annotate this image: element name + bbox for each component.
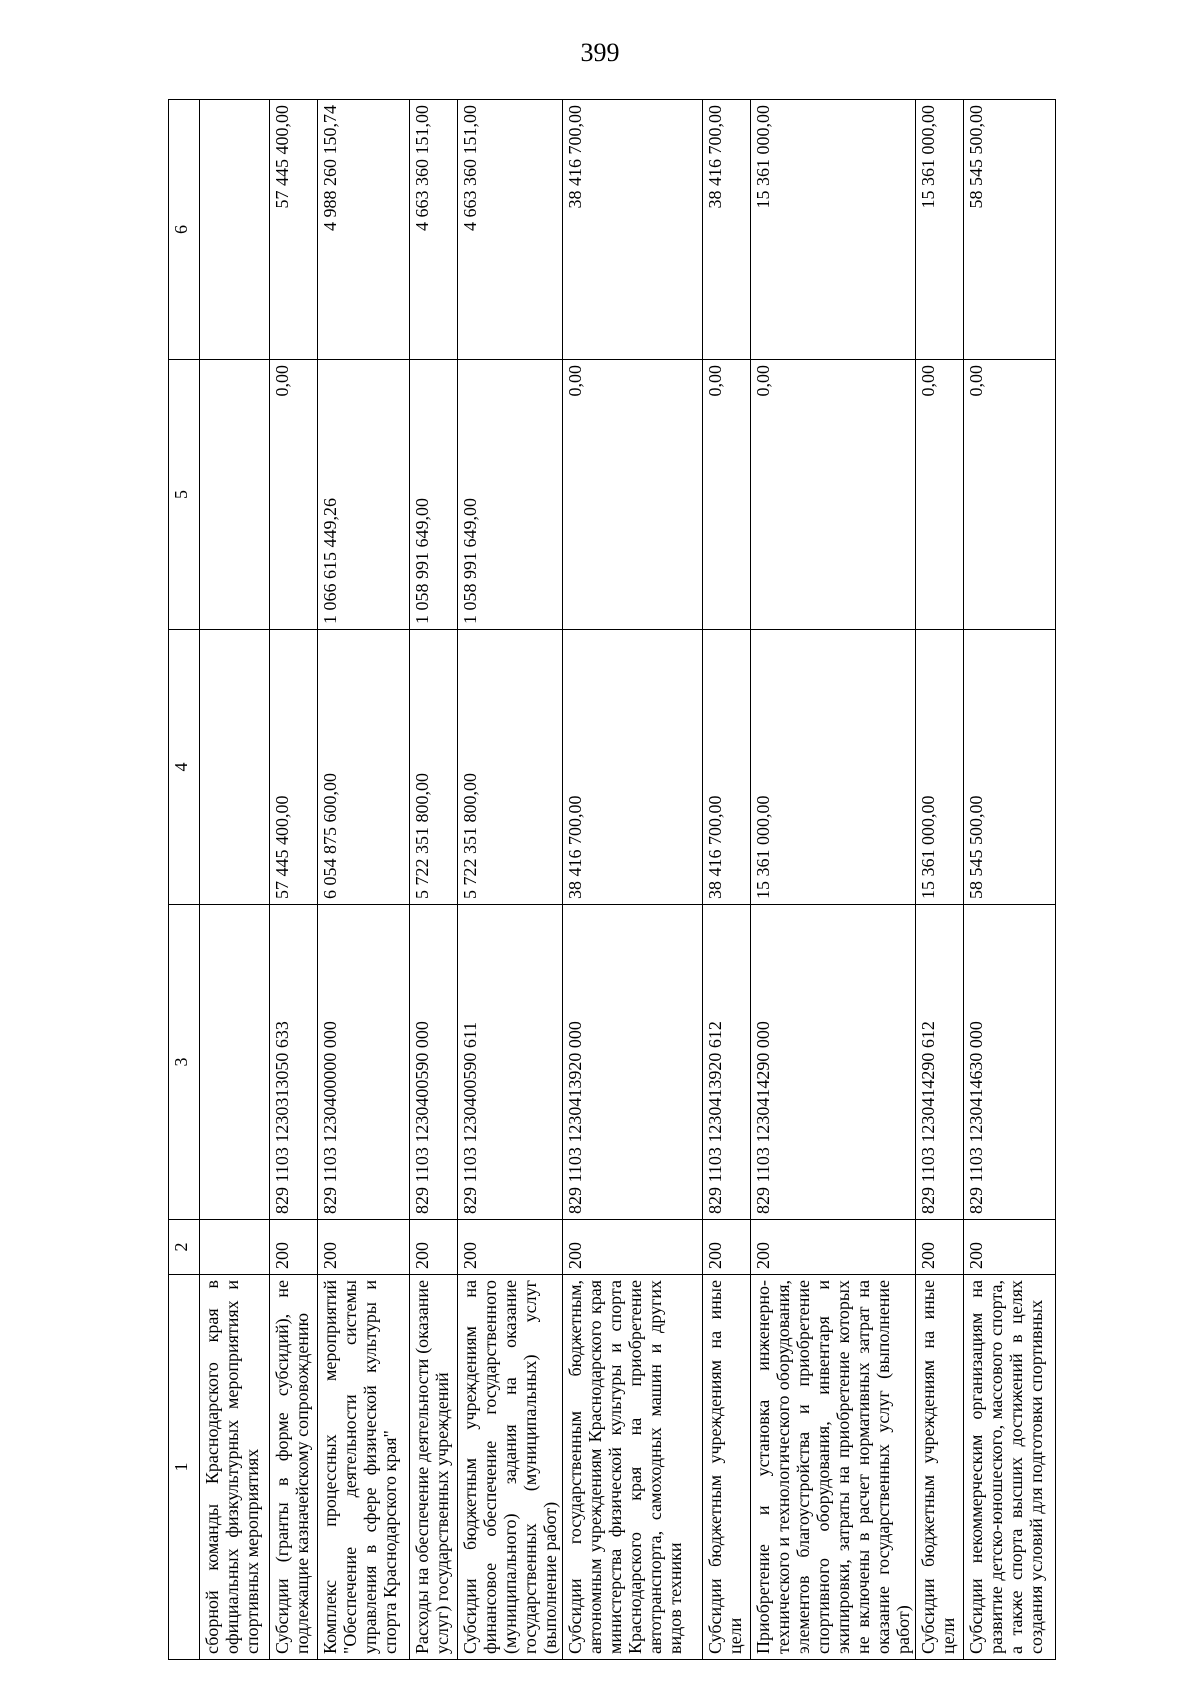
row-code: 200 — [964, 1220, 1056, 1275]
row-name: Субсидии бюджетным учреждениям на иные цели — [703, 1275, 751, 1660]
row-col4: 38 416 700,00 — [563, 630, 703, 905]
table-row — [318, 100, 410, 1660]
row-code: 200 — [318, 1220, 410, 1275]
row-col4: 15 361 000,00 — [751, 630, 916, 905]
table-row — [964, 100, 1056, 1660]
page-number: 399 — [580, 38, 620, 67]
row-col5: 0,00 — [563, 360, 703, 630]
row-col5: 0,00 — [964, 360, 1056, 630]
row-col4: 38 416 700,00 — [703, 630, 751, 905]
table-row — [563, 100, 703, 1660]
header-cell: 6 — [169, 100, 200, 360]
row-kbk: 829 1103 1230400590 000 — [410, 905, 458, 1220]
row-col6: 57 445 400,00 — [270, 100, 318, 360]
row-col5: 1 066 615 449,26 — [318, 360, 410, 630]
table-row — [751, 100, 916, 1660]
table-row — [270, 100, 318, 1660]
row-code: 200 — [751, 1220, 916, 1275]
row-col6: 4 988 260 150,74 — [318, 100, 410, 360]
row-col5: 0,00 — [751, 360, 916, 630]
row-code: 200 — [563, 1220, 703, 1275]
table-row — [410, 100, 458, 1660]
row-kbk: 829 1103 1230414290 000 — [751, 905, 916, 1220]
row-col4: 5 722 351 800,00 — [458, 630, 563, 905]
row-code: 200 — [270, 1220, 318, 1275]
header-cell: 4 — [169, 630, 200, 905]
row-kbk — [200, 905, 270, 1220]
header-cell: 1 — [169, 1275, 200, 1660]
row-name: Субсидии государственным бюджетным, автономным учреждениям Краснодарского края министерства физической культуры и спорта Краснодарского края на приобретение автотранспорта, самоходных машин и других видов техники — [563, 1275, 703, 1660]
row-kbk: 829 1103 1230413920 000 — [563, 905, 703, 1220]
row-col5: 0,00 — [703, 360, 751, 630]
row-name: Субсидии (гранты в форме субсидий), не подлежащие казначейскому сопровождению — [270, 1275, 318, 1660]
row-code: 200 — [916, 1220, 964, 1275]
table-row — [703, 100, 751, 1660]
row-col4: 5 722 351 800,00 — [410, 630, 458, 905]
header-cell: 3 — [169, 905, 200, 1220]
row-code: 200 — [410, 1220, 458, 1275]
row-col6 — [200, 100, 270, 360]
row-col6: 15 361 000,00 — [751, 100, 916, 360]
table-header-row — [169, 100, 200, 1660]
row-name: Приобретение и установка инженерно-технического и технологического оборудования, элементов благоустройства и приобретение спортивного оборудования, инвентаря и экипировки, затраты на приобретение которых не включены в расчет нормативных затрат на оказание государственных услуг (выполнение работ) — [751, 1275, 916, 1660]
row-code: 200 — [703, 1220, 751, 1275]
row-col6: 38 416 700,00 — [563, 100, 703, 360]
row-col5: 0,00 — [916, 360, 964, 630]
row-col5: 1 058 991 649,00 — [410, 360, 458, 630]
row-col6: 58 545 500,00 — [964, 100, 1056, 360]
row-col6: 4 663 360 151,00 — [458, 100, 563, 360]
table-row — [200, 100, 270, 1660]
row-col6: 4 663 360 151,00 — [410, 100, 458, 360]
row-code: 200 — [458, 1220, 563, 1275]
row-col6: 38 416 700,00 — [703, 100, 751, 360]
row-col5: 1 058 991 649,00 — [458, 360, 563, 630]
row-col6: 15 361 000,00 — [916, 100, 964, 360]
row-kbk: 829 1103 1230400000 000 — [318, 905, 410, 1220]
row-col4: 58 545 500,00 — [964, 630, 1056, 905]
row-col4: 15 361 000,00 — [916, 630, 964, 905]
rotated-table-container — [168, 100, 1068, 1660]
budget-table — [168, 99, 1056, 1660]
header-cell: 2 — [169, 1220, 200, 1275]
row-col4: 6 054 875 600,00 — [318, 630, 410, 905]
row-name: Субсидии некоммерческим организациям на развитие детско-юношеского, массового спорта, а также спорта высших достижений в целях создания условий для подготовки спортивных — [964, 1275, 1056, 1660]
header-cell: 5 — [169, 360, 200, 630]
row-col5: 0,00 — [270, 360, 318, 630]
table-row — [458, 100, 563, 1660]
row-code — [200, 1220, 270, 1275]
row-kbk: 829 1103 1230414630 000 — [964, 905, 1056, 1220]
row-name: Субсидии бюджетным учреждениям на иные цели — [916, 1275, 964, 1660]
row-name: Комплекс процессных мероприятий "Обеспечение деятельности системы управления в сфере физической культуры и спорта Краснодарского края" — [318, 1275, 410, 1660]
row-col4 — [200, 630, 270, 905]
row-kbk: 829 1103 1230414290 612 — [916, 905, 964, 1220]
row-col4: 57 445 400,00 — [270, 630, 318, 905]
row-name: Субсидии бюджетным учреждениям на финансовое обеспечение государственного (муниципального) задания на оказание государственных (муниципальных) услуг (выполнение работ) — [458, 1275, 563, 1660]
row-kbk: 829 1103 1230400590 611 — [458, 905, 563, 1220]
row-name: Расходы на обеспечение деятельности (оказание услуг) государственных учреждений — [410, 1275, 458, 1660]
row-kbk: 829 1103 1230413920 612 — [703, 905, 751, 1220]
table-row — [916, 100, 964, 1660]
row-kbk: 829 1103 1230313050 633 — [270, 905, 318, 1220]
row-name: сборной команды Краснодарского края в официальных физкультурных мероприятиях и спортивных мероприятиях — [200, 1275, 270, 1660]
row-col5 — [200, 360, 270, 630]
